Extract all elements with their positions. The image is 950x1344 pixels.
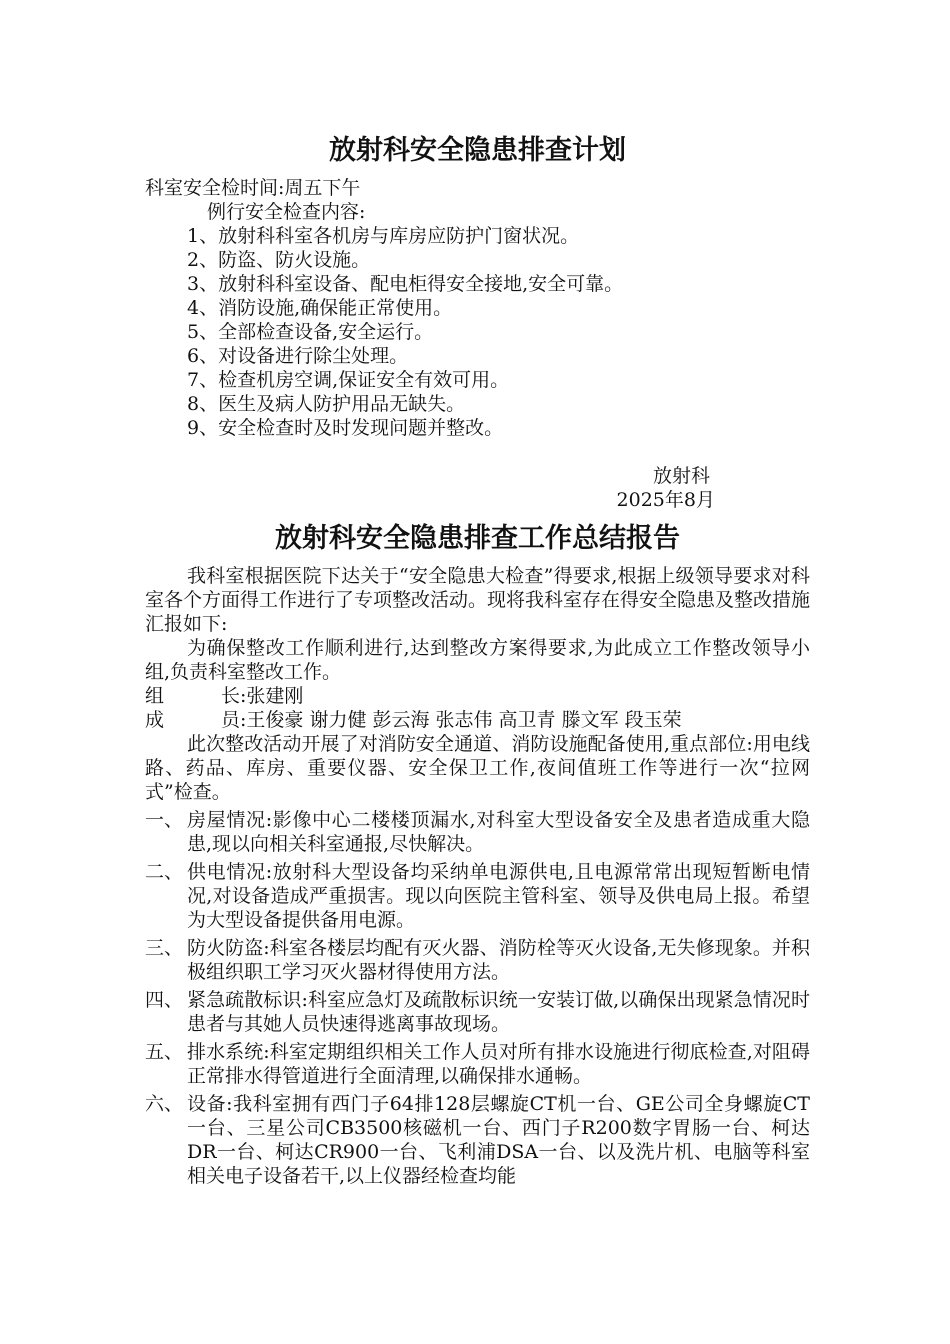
section-text: 排水系统:科室定期组织相关工作人员对所有排水设施进行彻底检查,对阻碍正常排水得管道进行全面清理,以确保排水通畅。 [187, 1041, 810, 1087]
plan-item: 4、消防设施,确保能正常使用。 [187, 297, 453, 319]
section-number: 六、 [145, 1093, 184, 1115]
section-number: 二、 [145, 861, 184, 883]
report-scope-para: 此次整改活动开展了对消防安全通道、消防设施配备使用,重点部位:用电线路、药品、库房、重要仪器、安全保卫工作,夜间值班工作等进行一次“拉网式”检查。 [145, 733, 810, 803]
section-number: 一、 [145, 809, 184, 831]
plan-content-heading: 例行安全检查内容: [207, 201, 366, 223]
section-text: 紧急疏散标识:科室应急灯及疏散标识统一安装订做,以确保出现紧急情况时患者与其她人员快速得逃离事故现场。 [187, 989, 810, 1035]
section-text: 房屋情况:影像中心二楼楼顶漏水,对科室大型设备安全及患者造成重大隐患,现以向相关科室通报,尽快解决。 [187, 809, 810, 855]
section-number: 五、 [145, 1041, 184, 1063]
member-value: :王俊豪 谢力健 彭云海 张志伟 高卫青 滕文军 段玉荣 [240, 709, 682, 731]
plan-item: 8、医生及病人防护用品无缺失。 [187, 393, 466, 415]
signature-dept: 放射科 [652, 465, 710, 487]
section-text: 设备:我科室拥有西门子64排128层螺旋CT机一台、GE公司全身螺旋CT一台、三星公司CB3500核磁机一台、西门子R200数字胃肠一台、柯达DR一台、柯达CR900一台、飞利浦DSA一台、以及洗片机、电脑等科室相关电子设备若干,以上仪器经检查均能 [187, 1093, 810, 1187]
plan-item: 5、全部检查设备,安全运行。 [187, 321, 434, 343]
document-content [145, 126, 810, 1192]
member-label: 成 员 [145, 709, 240, 731]
report-section [145, 860, 810, 932]
report-section [145, 808, 810, 856]
leader-label: 组 长 [145, 685, 240, 707]
section-text: 防火防盗:科室各楼层均配有灭火器、消防栓等灭火设备,无失修现象。并积极组织职工学习灭火器材得使用方法。 [187, 937, 810, 983]
plan-title: 放射科安全隐患排查计划 [329, 135, 626, 166]
report-section [145, 1040, 810, 1088]
leader-line [145, 684, 810, 708]
report-section [145, 1092, 810, 1188]
section-number: 三、 [145, 937, 184, 959]
report-section [145, 988, 810, 1036]
report-group-para: 为确保整改工作顺利进行,达到整改方案得要求,为此成立工作整改领导小组,负责科室整改工作。 [145, 637, 810, 683]
plan-item: 7、检查机房空调,保证安全有效可用。 [187, 369, 510, 391]
plan-item-list [145, 224, 810, 440]
member-line [145, 708, 810, 732]
plan-item: 1、放射科科室各机房与库房应防护门窗状况。 [187, 225, 580, 247]
section-text: 供电情况:放射科大型设备均采纳单电源供电,且电源常常出现短暂断电情况,对设备造成严重损害。现以向医院主管科室、领导及供电局上报。希望为大型设备提供备用电源。 [187, 861, 810, 931]
spacer [145, 440, 810, 464]
plan-item: 3、放射科科室设备、配电柜得安全接地,安全可靠。 [187, 273, 624, 295]
report-section [145, 936, 810, 984]
plan-time-line: 科室安全检时间:周五下午 [145, 177, 361, 199]
report-title: 放射科安全隐患排查工作总结报告 [275, 523, 680, 554]
plan-item: 6、对设备进行除尘处理。 [187, 345, 409, 367]
section-number: 四、 [145, 989, 184, 1011]
report-intro: 我科室根据医院下达关于“安全隐患大检查”得要求,根据上级领导要求对科室各个方面得工作进行了专项整改活动。现将我科室存在得安全隐患及整改措施汇报如下: [145, 565, 811, 635]
leader-value: :张建刚 [240, 685, 304, 707]
signature-date: 2025年8月 [616, 489, 715, 511]
plan-item: 9、安全检查时及时发现问题并整改。 [187, 417, 504, 439]
plan-item: 2、防盗、防火设施。 [187, 249, 371, 271]
